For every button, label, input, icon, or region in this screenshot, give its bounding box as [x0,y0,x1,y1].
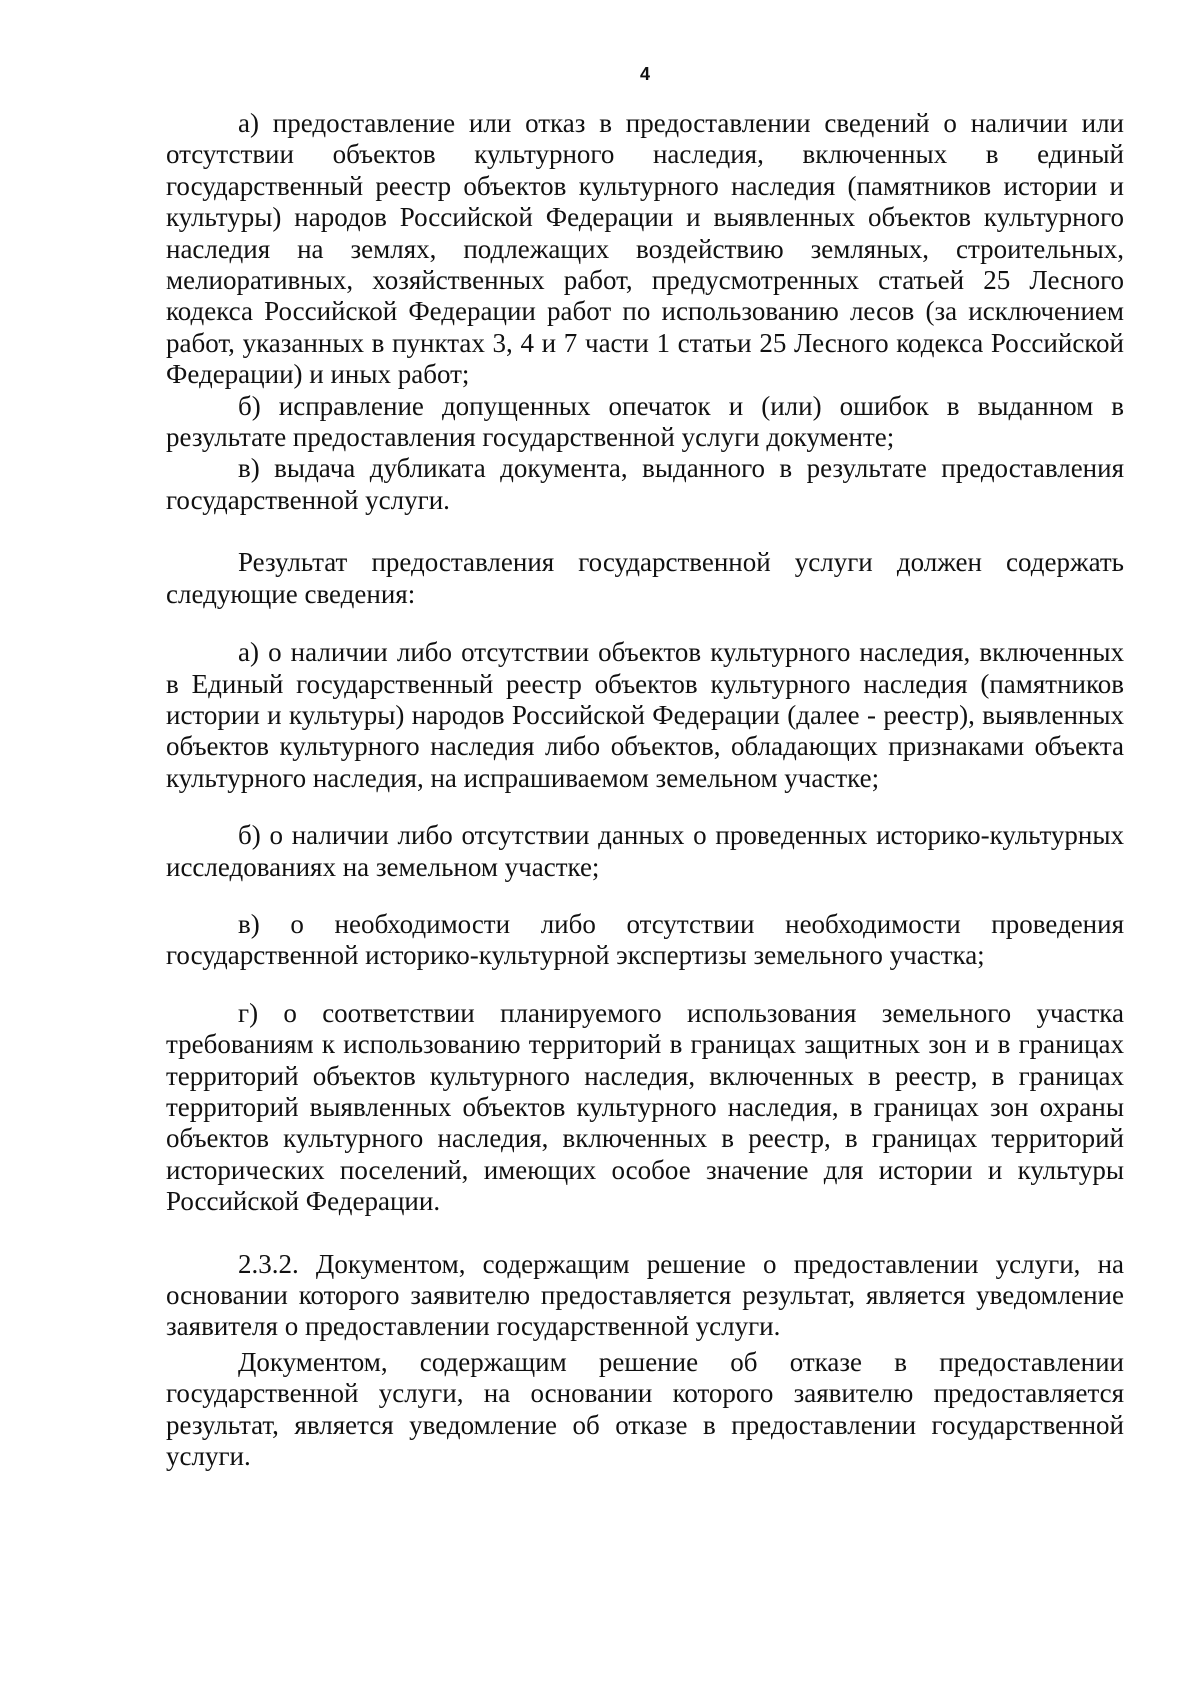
content-item-c: в) о необходимости либо отсутствии необходимости проведения государственной историко-культурной экспертизы земельного участка; [166,908,1124,971]
clause-2-3-2-paragraph: 2.3.2. Документом, содержащим решение о предоставлении услуги, на основании которого заявителю предоставляется результат, является уведомление заявителя о предоставлении государственной услуги. [166,1248,1124,1342]
result-item-b: б) исправление допущенных опечаток и (или) ошибок в выданном в результате предоставления государственной услуги документе; [166,390,1124,453]
content-item-d: г) о соответствии планируемого использования земельного участка требованиям к использованию территорий в границах защитных зон и в границах территорий объектов культурного наследия, включенных в реестр, в границах территорий выявленных объектов культурного наследия, в границах зон охраны объектов культурного наследия, включенных в реестр, в границах территорий исторических поселений, имеющих особое значение для истории и культуры Российской Федерации. [166,997,1124,1217]
content-item-b: б) о наличии либо отсутствии данных о проведенных историко-культурных исследованиях на земельном участке; [166,820,1124,882]
document-body [166,108,1124,1472]
clause-2-3-2-refusal-paragraph: Документом, содержащим решение об отказе в предоставлении государственной услуги, на основании которого заявителю предоставляется результат, является уведомление об отказе в предоставлении государственной услуги. [166,1346,1124,1472]
result-item-c: в) выдача дубликата документа, выданного в результате предоставления государственной услуги. [166,453,1124,515]
content-item-a: а) о наличии либо отсутствии объектов культурного наследия, включенных в Единый государственный реестр объектов культурного наследия (памятников истории и культуры) народов Российской Федерации (далее - реестр), выявленных объектов культурного наследия либо объектов, обладающих признаками объекта культурного наследия, на испрашиваемом земельном участке; [166,637,1124,793]
content-intro-paragraph: Результат предоставления государственной услуги должен содержать следующие сведения: [166,547,1124,609]
result-item-a: а) предоставление или отказ в предоставлении сведений о наличии или отсутствии объектов культурного наследия, включенных в единый государственный реестр объектов культурного наследия (памятников истории и культуры) народов Российской Федерации и выявленных объектов культурного наследия на землях, подлежащих воздействию земляных, строительных, мелиоративных, хозяйственных работ, предусмотренных статьей 25 Лесного кодекса Российской Федерации работ по использованию лесов (за исключением работ, указанных в пунктах 3, 4 и 7 части 1 статьи 25 Лесного кодекса Российской Федерации) и иных работ; [166,108,1124,390]
page-number: 4 [639,64,650,84]
